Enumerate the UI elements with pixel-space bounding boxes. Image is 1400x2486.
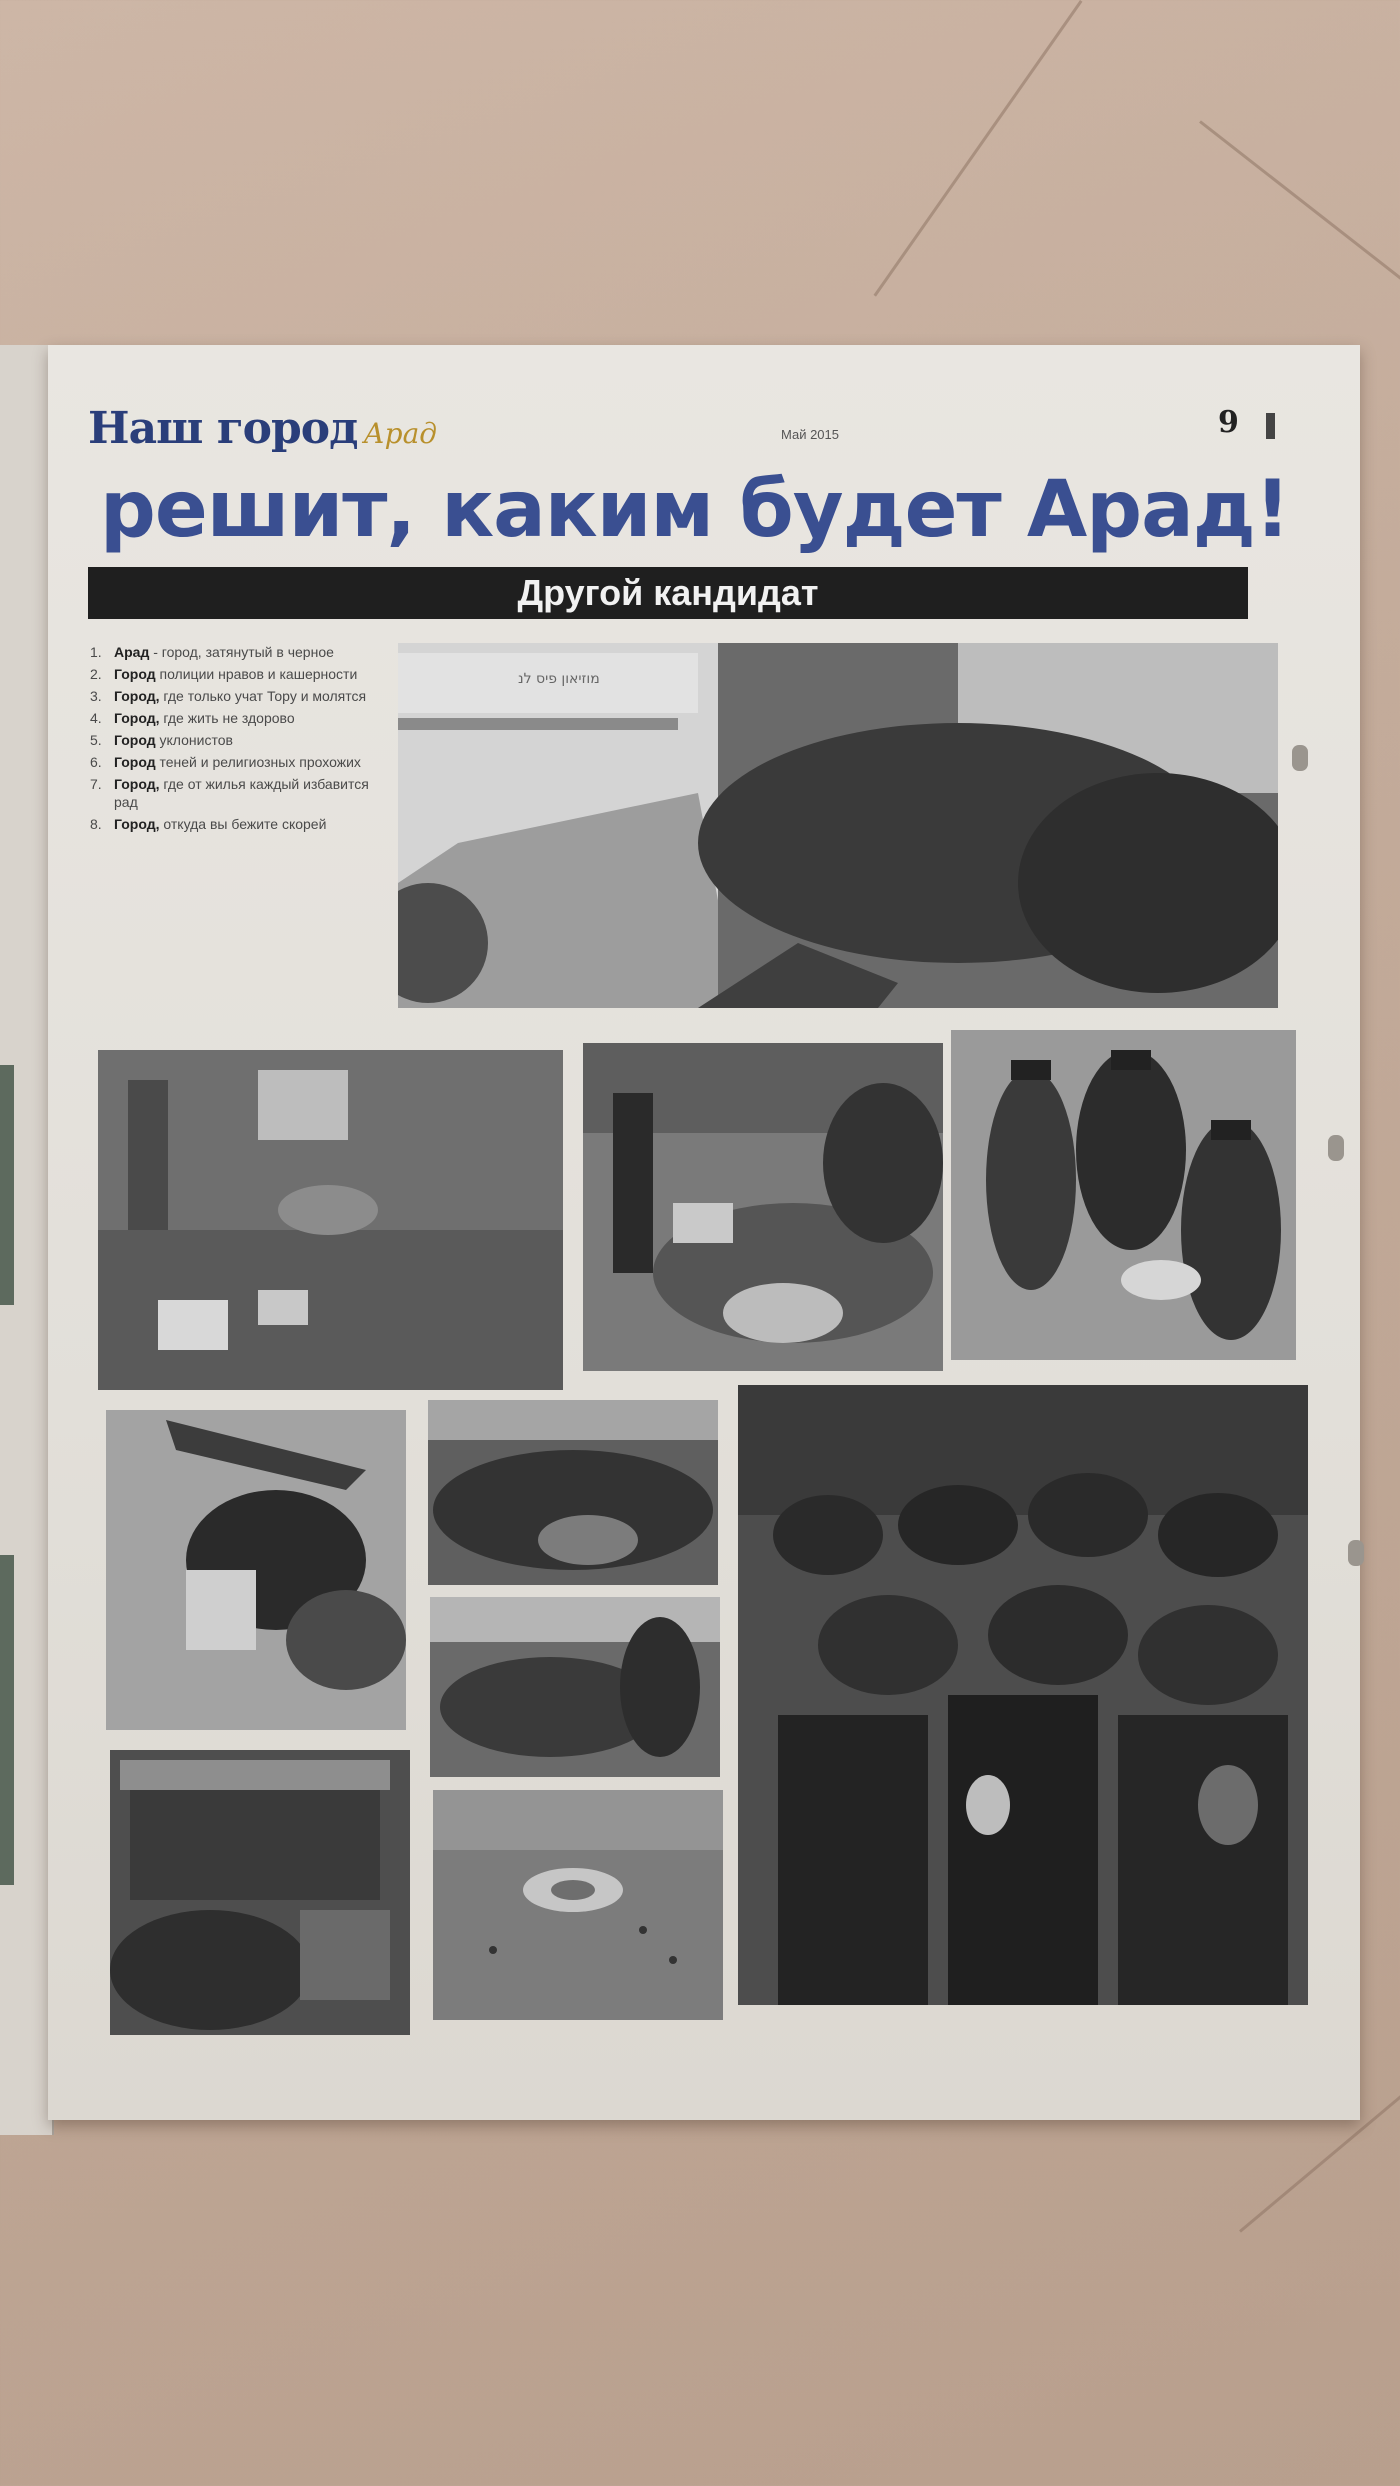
floor-tile-seam bbox=[1199, 120, 1400, 282]
punch-hole bbox=[1292, 745, 1308, 771]
photo-crowd-fur-hats bbox=[738, 1385, 1308, 2005]
photo-square-from-above bbox=[433, 1790, 723, 2020]
list-item: 1. Арад - город, затянутый в черное bbox=[90, 644, 334, 660]
issue-date: Май 2015 bbox=[781, 427, 839, 442]
list-item: 7. Город, где от жилья каждый избавится рад bbox=[90, 776, 369, 810]
page-marker bbox=[1266, 413, 1275, 439]
section-banner bbox=[88, 567, 1248, 619]
adjacent-page-edge bbox=[0, 345, 54, 2135]
list-item: 3. Город, где только учат Тору и молятся bbox=[90, 688, 367, 704]
photo-damaged-room bbox=[98, 1050, 563, 1390]
floor-tile-seam bbox=[874, 0, 1083, 297]
list-item: 5. Город уклонистов bbox=[90, 732, 233, 748]
masthead-name: Наш город bbox=[88, 403, 358, 454]
building-sign-text: מוזיאון פיס לנ bbox=[518, 671, 600, 687]
masthead-city: Арад bbox=[363, 417, 438, 450]
section-banner-title: Другой кандидат bbox=[517, 572, 819, 613]
list-item: 6. Город теней и религиозных прохожих bbox=[90, 754, 361, 770]
list-item: 2. Город полиции нравов и кашерности bbox=[90, 666, 358, 682]
newspaper-page bbox=[48, 345, 1360, 2120]
list-item: 8. Город, откуда вы бежите скорей bbox=[90, 816, 327, 832]
photo-assembly bbox=[430, 1597, 720, 1777]
punch-hole bbox=[1348, 1540, 1364, 1566]
city-list bbox=[90, 643, 380, 837]
photo-overturned-stroller bbox=[106, 1410, 406, 1730]
headline: решит, каким будет Арад! bbox=[100, 465, 1290, 555]
masthead bbox=[88, 403, 437, 454]
list-item: 4. Город, где жить не здорово bbox=[90, 710, 295, 726]
photo-stage bbox=[110, 1750, 410, 2035]
page-number: 9 bbox=[1218, 405, 1239, 440]
photo-hall-crowd bbox=[428, 1400, 718, 1585]
punch-hole bbox=[1328, 1135, 1344, 1161]
photo-men-in-hats bbox=[951, 1030, 1296, 1360]
photo-belongings-on-street bbox=[583, 1043, 943, 1371]
photo-crowd-at-museum bbox=[398, 643, 1278, 1008]
